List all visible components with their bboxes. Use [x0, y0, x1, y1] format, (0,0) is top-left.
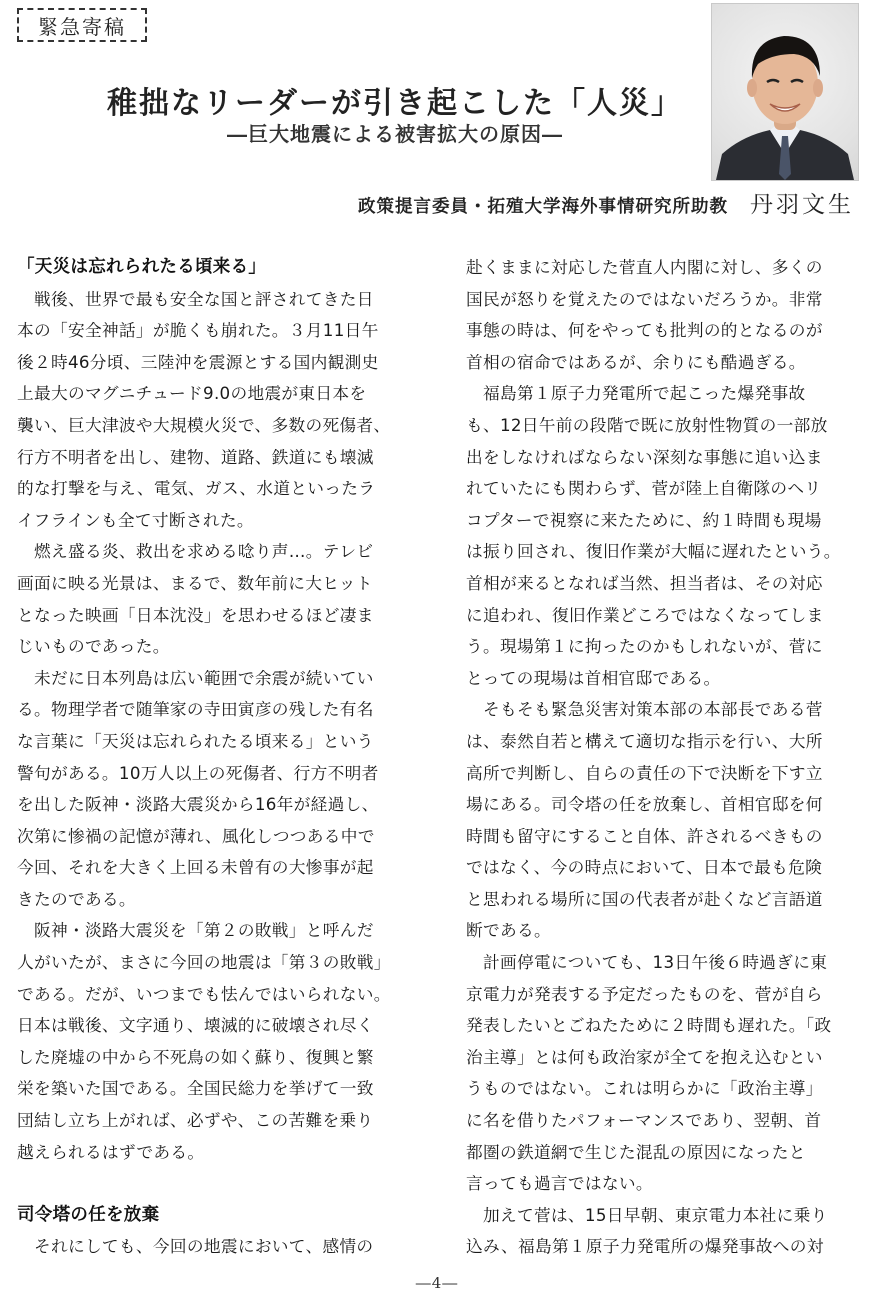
article-title: 稚拙なリーダーが引き起こした「人災」	[107, 86, 683, 121]
body-text-line: とっての現場は首相官邸である。	[466, 667, 721, 688]
body-text-line: きたのである。	[17, 888, 136, 909]
body-text-line: 画面に映る光景は、まるで、数年前に大ヒット	[17, 572, 373, 593]
paragraph-spacer	[17, 1168, 413, 1200]
right-text-column	[466, 252, 862, 1263]
body-text-line: は、泰然自若と構えて適切な指示を行い、大所	[466, 730, 823, 751]
body-text-line: 阪神・淡路大震災を「第２の敗戦」と呼んだ	[17, 920, 374, 941]
body-text-line: うものではない。これは明らかに「政治主導」	[466, 1078, 823, 1099]
body-text-line: 戦後、世界で最も安全な国と評されてきた日	[17, 288, 374, 309]
article-subtitle: ―巨大地震による被害拡大の原因―	[227, 122, 563, 146]
body-text-line: れていたにも関わらず、菅が陸上自衛隊のヘリ	[466, 478, 822, 499]
body-text-line: 団結し立ち上がれば、必ずや、この苦難を乗り	[17, 1110, 374, 1131]
body-text-line: 治主導」とは何も政治家が全てを抱え込むとい	[466, 1046, 823, 1067]
body-text-line: 未だに日本列島は広い範囲で余震が続いてい	[17, 667, 374, 688]
body-text-line: は振り回され、復旧作業が大幅に遅れたという。	[466, 541, 841, 562]
body-text-line: 首相が来るとなれば当然、担当者は、その対応	[466, 572, 823, 593]
body-text-line: ではなく、今の時点において、日本で最も危険	[466, 857, 823, 878]
body-text-line: な言葉に「天災は忘れられたる頃来る」という	[17, 730, 374, 751]
body-text-line: 行方不明者を出し、建物、道路、鉄道にも壊滅	[17, 446, 374, 467]
body-text-line: じいものであった。	[17, 636, 170, 657]
body-text-line: 発表したいとごねたために２時間も遅れた。「政	[466, 1015, 832, 1036]
body-text-line: 込み、福島第１原子力発電所の爆発事故への対	[466, 1236, 824, 1257]
body-text-line: 言っても過言ではない。	[466, 1173, 653, 1194]
body-text-line: 的な打撃を与え、電気、ガス、水道といったラ	[17, 478, 376, 499]
body-text-line: それにしても、今回の地震において、感情の	[17, 1236, 374, 1257]
body-text-line: コプターで視察に来たために、約１時間も現場	[466, 509, 822, 530]
section-heading: 「天災は忘れられたる頃来る」	[17, 257, 267, 277]
left-text-column	[17, 252, 413, 1263]
body-text-line: 警句がある。10万人以上の死傷者、行方不明者	[17, 762, 379, 783]
body-text-line: 首相の宿命ではあるが、余りにも酷過ぎる。	[466, 351, 806, 372]
body-text-line: 福島第１原子力発電所で起こった爆発事故	[466, 383, 806, 404]
author-photo	[711, 3, 859, 181]
body-text-line: 京電力が発表する予定だったものを、菅が自ら	[466, 983, 823, 1004]
body-text-line: 次第に惨禍の記憶が薄れ、風化しつつある中で	[17, 825, 375, 846]
body-text-line: 襲い、巨大津波や大規模火災で、多数の死傷者、	[17, 414, 391, 435]
body-text-line: した廃墟の中から不死鳥の如く蘇り、復興と繁	[17, 1046, 374, 1067]
body-text-line: 日本は戦後、文字通り、壊滅的に破壊され尽く	[17, 1015, 374, 1036]
body-text-line: 越えられるはずである。	[17, 1141, 205, 1162]
body-text-line: 都圏の鉄道網で生じた混乱の原因になったと	[466, 1141, 806, 1162]
body-text-line: 今回、それを大きく上回る未曾有の大惨事が起	[17, 857, 374, 878]
body-text-line: 断である。	[466, 920, 551, 941]
body-text-line: に名を借りたパフォーマンスであり、翌朝、首	[466, 1110, 822, 1131]
body-text-line: 計画停電についても、13日午後６時過ぎに東	[466, 952, 828, 973]
body-text-line: 時間も留守にすること自体、許されるべきもの	[466, 825, 823, 846]
body-text-line: と思われる場所に国の代表者が赴くなど言語道	[466, 888, 823, 909]
body-text-line: 栄を築いた国である。全国民総力を挙げて一致	[17, 1078, 374, 1099]
body-text-line: 上最大のマグニチュード9.0の地震が東日本を	[17, 383, 367, 404]
body-text-line: う。現場第１に拘ったのかもしれないが、菅に	[466, 636, 823, 657]
body-text-line: となった映画「日本沈没」を思わせるほど凄ま	[17, 604, 374, 625]
body-text-line: に追われ、復旧作業どころではなくなってしま	[466, 604, 824, 625]
body-text-line: る。物理学者で随筆家の寺田寅彦の残した有名	[17, 699, 374, 720]
body-text-line: 人がいたが、まさに今回の地震は「第３の敗戦」	[17, 952, 391, 973]
body-text-line: そもそも緊急災害対策本部の本部長である菅	[466, 699, 823, 720]
body-text-line: を出した阪神・淡路大震災から16年が経過し、	[17, 794, 379, 815]
body-text-line: イフラインも全て寸断された。	[17, 509, 254, 530]
section-heading: 司令塔の任を放棄	[17, 1204, 160, 1225]
author-name: 丹羽文生	[750, 192, 854, 218]
author-byline	[358, 186, 854, 219]
author-affiliation: 政策提言委員・拓殖大学海外事情研究所助教	[358, 197, 728, 217]
author-portrait-image	[712, 4, 858, 180]
body-text-line: である。だが、いつまでも怯んではいられない。	[17, 983, 391, 1004]
body-text-line: 燃え盛る炎、救出を求める唸り声…。テレビ	[17, 541, 374, 562]
body-text-line: 高所で判断し、自らの責任の下で決断を下す立	[466, 762, 823, 783]
body-text-line: 加えて菅は、15日早朝、東京電力本社に乗り	[466, 1204, 828, 1225]
body-text-line: 出をしなければならない深刻な事態に追い込ま	[466, 446, 823, 467]
body-text-line: 赴くままに対応した菅直人内閣に対し、多くの	[466, 257, 823, 277]
body-text-line: 場にある。司令塔の任を放棄し、首相官邸を何	[466, 794, 823, 815]
body-text-line: も、12日午前の段階で既に放射性物質の一部放	[466, 414, 828, 435]
body-text-line: 国民が怒りを覚えたのではないだろうか。非常	[466, 288, 823, 309]
body-text-line: 後２時46分頃、三陸沖を震源とする国内観測史	[17, 351, 379, 372]
body-text-line: 事態の時は、何をやっても批判の的となるのが	[466, 320, 823, 341]
body-text-line: 本の「安全神話」が脆くも崩れた。３月11日午	[17, 320, 379, 341]
page-number: ―4―	[415, 1274, 459, 1292]
category-label: 緊急寄稿	[17, 8, 147, 42]
